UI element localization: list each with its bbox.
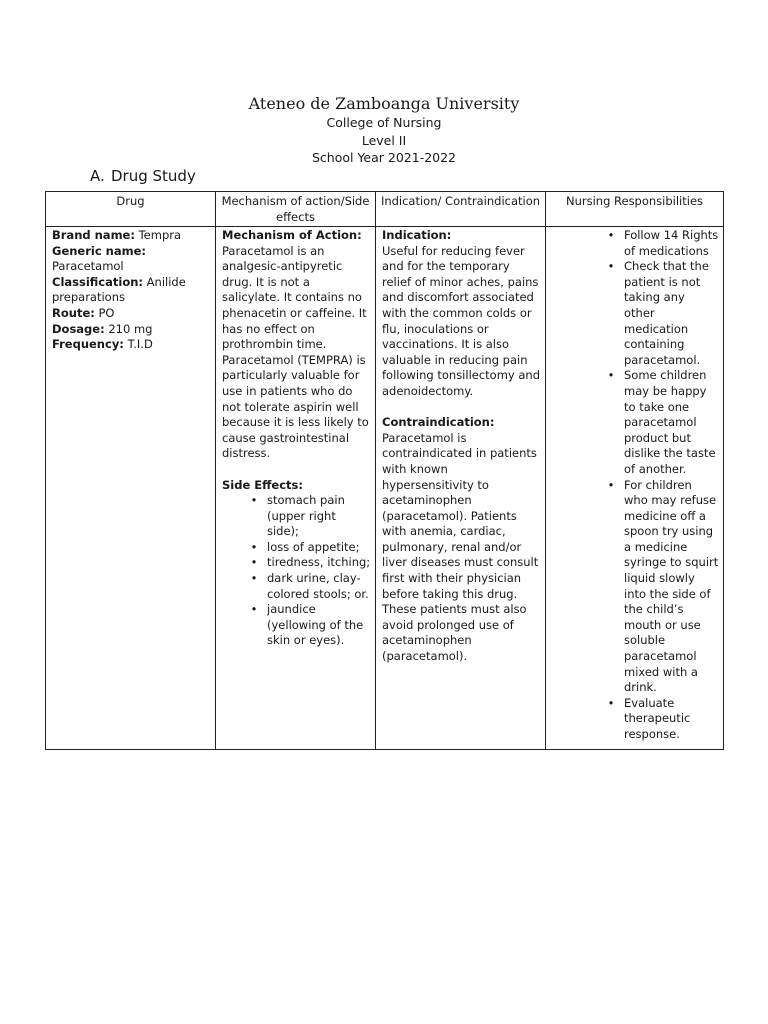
- nursing-cell: [546, 227, 724, 750]
- route-label: Route:: [52, 305, 95, 320]
- list-item: [250, 571, 371, 602]
- side-effect-text: jaundice (yellowing of the skin or eyes).: [267, 602, 364, 648]
- indication-cell: [376, 227, 546, 750]
- frequency-label: Frequency:: [52, 337, 124, 352]
- section-letter: A.: [90, 167, 105, 185]
- side-effects-label: Side Effects:: [222, 477, 303, 492]
- list-item: [607, 259, 719, 368]
- table-header-row: [46, 192, 724, 227]
- header-indication: Indication/ Contraindication: [376, 192, 546, 227]
- route-value: PO: [98, 305, 115, 320]
- header-nursing: Nursing Responsibilities: [546, 192, 724, 227]
- brand-value: Tempra: [138, 228, 182, 242]
- generic-value: Paracetamol: [52, 259, 124, 274]
- frequency-line: [52, 337, 211, 353]
- bullet-icon: •: [250, 493, 258, 508]
- contraindication-label: Contraindication:: [382, 415, 495, 430]
- bullet-icon: •: [607, 695, 615, 710]
- indication-text: Useful for reducing fever and for the temporary relief of minor aches, pains and discomfort associated with the common colds or flu, inoculations or vaccinations. It is also valuable in reducing pain following tonsillectomy and adenoidectomy.: [382, 243, 541, 398]
- level: Level II: [361, 132, 407, 148]
- generic-name-line: [52, 244, 211, 275]
- bullet-icon: •: [250, 555, 258, 570]
- bullet-icon: •: [607, 228, 615, 242]
- spacer: [222, 462, 371, 478]
- list-item: [607, 695, 719, 743]
- classification-value: Anilide preparations: [52, 274, 186, 305]
- side-effect-text: stomach pain (upper right side);: [267, 493, 345, 539]
- indication-label: Indication:: [382, 228, 452, 242]
- side-effects-list: [250, 493, 371, 649]
- university-name: Ateneo de Zamboanga University: [248, 94, 520, 113]
- route-line: [52, 306, 211, 322]
- classification-line: [52, 275, 211, 306]
- drug-cell: [46, 227, 216, 750]
- dosage-value: 210 mg: [108, 321, 153, 336]
- bullet-icon: •: [250, 602, 258, 617]
- nursing-item-text: Evaluate therapeutic response.: [624, 695, 691, 741]
- nursing-item-text: Some children may be happy to take one paracetamol product but dislike the taste of another.: [624, 368, 716, 476]
- generic-label: Generic name:: [52, 243, 146, 258]
- spacer: [382, 400, 541, 416]
- side-effect-text: dark urine, clay-colored stools; or.: [267, 571, 369, 601]
- document-header: [0, 93, 768, 167]
- dosage-line: [52, 322, 211, 338]
- mechanism-label: Mechanism of Action:: [222, 228, 362, 242]
- list-item: [607, 228, 719, 259]
- nursing-responsibilities-list: [607, 228, 719, 743]
- bullet-icon: •: [250, 539, 258, 554]
- classification-label: Classification:: [52, 274, 144, 289]
- side-effect-text: loss of appetite;: [267, 539, 360, 554]
- nursing-item-text: Follow 14 Rights of medications: [624, 228, 719, 258]
- header-drug: Drug: [46, 192, 216, 227]
- section-title: Drug Study: [111, 167, 196, 185]
- nursing-item-text: For children who may refuse medicine off a spoon try using a medicine syringe to squirt liquid slowly into the side of the child’s mouth or use soluble paracetamol mixed with a drink.: [624, 477, 719, 695]
- bullet-icon: •: [607, 477, 615, 492]
- nursing-item-text: Check that the patient is not taking any other medication containing paracetamol.: [624, 259, 709, 367]
- contraindication-text: Paracetamol is contraindicated in patients with known hypersensitivity to acetaminophen (paracetamol). Patients with anemia, cardiac, pulmonary, renal and/or liver diseases must consult first with their physician before taking this drug. These patients must also avoid prolonged use of acetaminophen (paracetamol).: [382, 430, 539, 664]
- list-item: [250, 493, 371, 540]
- section-heading: [90, 166, 196, 186]
- bullet-icon: •: [607, 259, 615, 274]
- frequency-value: T.I.D: [127, 337, 153, 352]
- header-mechanism: Mechanism of action/Side effects: [216, 192, 376, 227]
- list-item: [250, 555, 371, 571]
- mechanism-text: Paracetamol is an analgesic-antipyretic drug. It is not a salicylate. It contains no phenacetin or caffeine. It has no effect on prothrombin time. Paracetamol (TEMPRA) is particularly valuable for use in patients who do not tolerate aspirin well because it is less likely to cause gastrointestinal distress.: [222, 243, 369, 461]
- list-item: [607, 368, 719, 477]
- list-item: [607, 477, 719, 696]
- bullet-icon: •: [250, 571, 258, 586]
- dosage-label: Dosage:: [52, 321, 105, 336]
- mechanism-cell: [216, 227, 376, 750]
- table-row: [46, 227, 724, 750]
- brand-label: Brand name:: [52, 228, 135, 242]
- bullet-icon: •: [607, 368, 615, 383]
- side-effect-text: tiredness, itching;: [267, 555, 371, 570]
- school-year: School Year 2021-2022: [311, 150, 457, 165]
- list-item: [250, 539, 371, 556]
- list-item: [250, 602, 371, 649]
- drug-study-table: [45, 191, 724, 750]
- college-name: College of Nursing: [326, 115, 442, 130]
- brand-name-line: [52, 228, 211, 244]
